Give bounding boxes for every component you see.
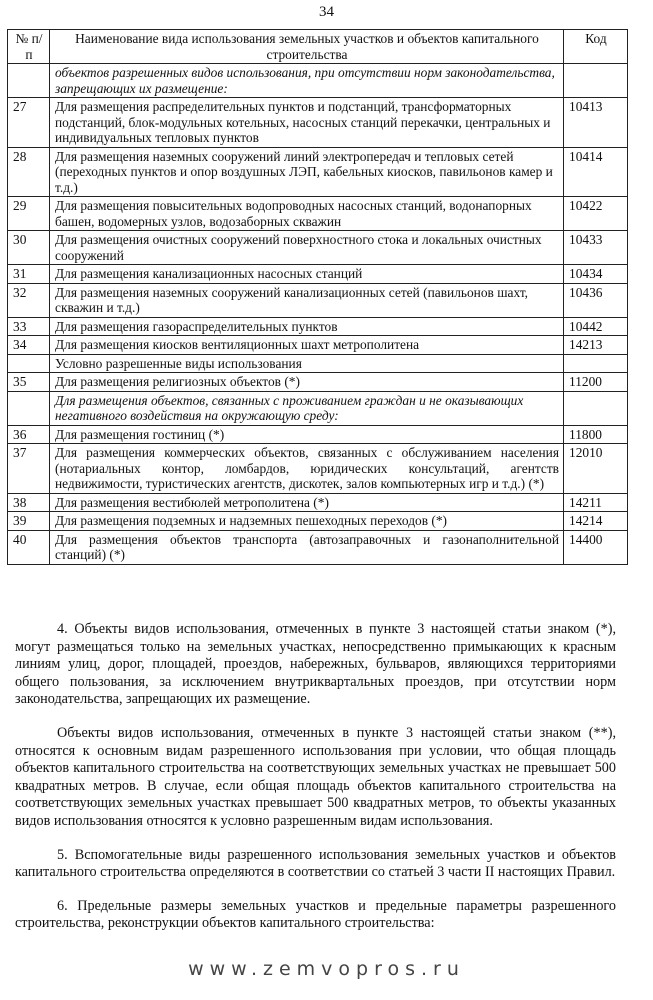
row-code: 10433 bbox=[564, 231, 628, 265]
continuation-text: объектов разрешенных видов использования, при отсутствии норм законодательства, запрещающих их размещение: bbox=[50, 64, 564, 98]
table-row bbox=[8, 512, 628, 531]
row-code: 11200 bbox=[564, 373, 628, 392]
row-code: 11800 bbox=[564, 425, 628, 444]
row-name: Для размещения объектов транспорта (автозаправочных и газонаполнительной станций) (*) bbox=[50, 530, 564, 564]
row-code: 10414 bbox=[564, 147, 628, 197]
row-code: 14400 bbox=[564, 530, 628, 564]
section-title-conditional: Условно разрешенные виды использования bbox=[50, 354, 564, 373]
table-row bbox=[8, 373, 628, 392]
table-row bbox=[8, 317, 628, 336]
row-name: Для размещения подземных и надземных пешеходных переходов (*) bbox=[50, 512, 564, 531]
row-name: Для размещения повысительных водопроводных насосных станций, водонапорных башен, водомерных узлов, водозаборных скважин bbox=[50, 197, 564, 231]
row-code: 10436 bbox=[564, 283, 628, 317]
land-use-table bbox=[7, 29, 628, 565]
table-row bbox=[8, 98, 628, 148]
paragraph-6: 6. Предельные размеры земельных участков и предельные параметры разрешенного строительства, реконструкции объектов капитального строительства: bbox=[15, 897, 616, 932]
row-name: Для размещения гостиниц (*) bbox=[50, 425, 564, 444]
paragraph-double-asterisk: Объекты видов использования, отмеченных в пункте 3 настоящей статьи знаком (**), относятся к основным видам разрешенного использования при условии, что общая площадь объектов капитального строительства на соответствующих земельных участках не превышает 500 квадратных метров. В случае, если общая площадь объектов капитального строительства на соответствующих земельных участках превышает 500 квадратных метров, то объекты указанных видов использования относятся к условно разрешенным видам использования. bbox=[15, 724, 616, 829]
section-title-residential: Для размещения объектов, связанных с проживанием граждан и не оказывающих негативного воздействия на окружающую среду: bbox=[50, 391, 564, 425]
row-num: 34 bbox=[8, 336, 50, 355]
continuation-row bbox=[8, 64, 628, 98]
table-row bbox=[8, 283, 628, 317]
header-name: Наименование вида использования земельных участков и объектов капитального строительства bbox=[50, 30, 564, 64]
row-num: 39 bbox=[8, 512, 50, 531]
row-num: 38 bbox=[8, 493, 50, 512]
paragraph-4: 4. Объекты видов использования, отмеченных в пункте 3 настоящей статьи знаком (*), могут размещаться только на земельных участках, непосредственно примыкающих к красным линиям улиц, дорог, площадей, проездов, набережных, бульваров, являющихся территориями общего пользования, за исключением внутриквартальных проездов, при отсутствии норм законодательства, запрещающих их размещение. bbox=[15, 621, 616, 708]
row-name: Для размещения очистных сооружений поверхностного стока и локальных очистных сооружений bbox=[50, 231, 564, 265]
page-number: 34 bbox=[319, 4, 334, 20]
table-row bbox=[8, 425, 628, 444]
footer-watermark: www.zemvopros.ru bbox=[188, 958, 465, 980]
row-num: 36 bbox=[8, 425, 50, 444]
row-num: 33 bbox=[8, 317, 50, 336]
table-row bbox=[8, 530, 628, 564]
header-num: № п/п bbox=[8, 30, 50, 64]
row-num: 30 bbox=[8, 231, 50, 265]
row-num: 37 bbox=[8, 444, 50, 494]
row-code: 10413 bbox=[564, 98, 628, 148]
row-code: 14214 bbox=[564, 512, 628, 531]
table-row bbox=[8, 265, 628, 284]
row-num: 31 bbox=[8, 265, 50, 284]
row-code: 14211 bbox=[564, 493, 628, 512]
row-code: 14213 bbox=[564, 336, 628, 355]
paragraph-5: 5. Вспомогательные виды разрешенного использования земельных участков и объектов капитального строительства определяются в соответствии со статьей 3 части II настоящих Правил. bbox=[15, 846, 616, 881]
row-num: 29 bbox=[8, 197, 50, 231]
row-name: Для размещения распределительных пунктов и подстанций, трансформаторных подстанций, блок-модульных котельных, насосных станций перекачки, центральных и индивидуальных тепловых пунктов bbox=[50, 98, 564, 148]
body-text bbox=[15, 621, 616, 949]
row-num: 35 bbox=[8, 373, 50, 392]
table-row bbox=[8, 147, 628, 197]
row-code: 12010 bbox=[564, 444, 628, 494]
row-name: Для размещения наземных сооружений линий электропередач и тепловых сетей (переходных пунктов и опор воздушных ЛЭП, кабельных киосков, павильонов камер и т.д.) bbox=[50, 147, 564, 197]
header-code: Код bbox=[564, 30, 628, 64]
row-num: 40 bbox=[8, 530, 50, 564]
row-name: Для размещения наземных сооружений канализационных сетей (павильонов шахт, скважин и т.д.) bbox=[50, 283, 564, 317]
row-code: 10442 bbox=[564, 317, 628, 336]
table-row bbox=[8, 197, 628, 231]
section-row-conditional bbox=[8, 354, 628, 373]
table-row bbox=[8, 444, 628, 494]
row-num: 28 bbox=[8, 147, 50, 197]
row-code: 10434 bbox=[564, 265, 628, 284]
row-code: 10422 bbox=[564, 197, 628, 231]
row-name: Для размещения киосков вентиляционных шахт метрополитена bbox=[50, 336, 564, 355]
table-header-row bbox=[8, 30, 628, 64]
section-row-residential bbox=[8, 391, 628, 425]
table-row bbox=[8, 336, 628, 355]
row-name: Для размещения канализационных насосных станций bbox=[50, 265, 564, 284]
row-name: Для размещения религиозных объектов (*) bbox=[50, 373, 564, 392]
table-row bbox=[8, 231, 628, 265]
row-num: 27 bbox=[8, 98, 50, 148]
row-name: Для размещения коммерческих объектов, связанных с обслуживанием населения (нотариальных контор, ломбардов, юридических консультаций, агентств недвижимости, туристических агентств, дискотек, залов компьютерных игр и т.д.) (*) bbox=[50, 444, 564, 494]
row-num: 32 bbox=[8, 283, 50, 317]
row-name: Для размещения газораспределительных пунктов bbox=[50, 317, 564, 336]
table-row bbox=[8, 493, 628, 512]
row-name: Для размещения вестибюлей метрополитена (*) bbox=[50, 493, 564, 512]
